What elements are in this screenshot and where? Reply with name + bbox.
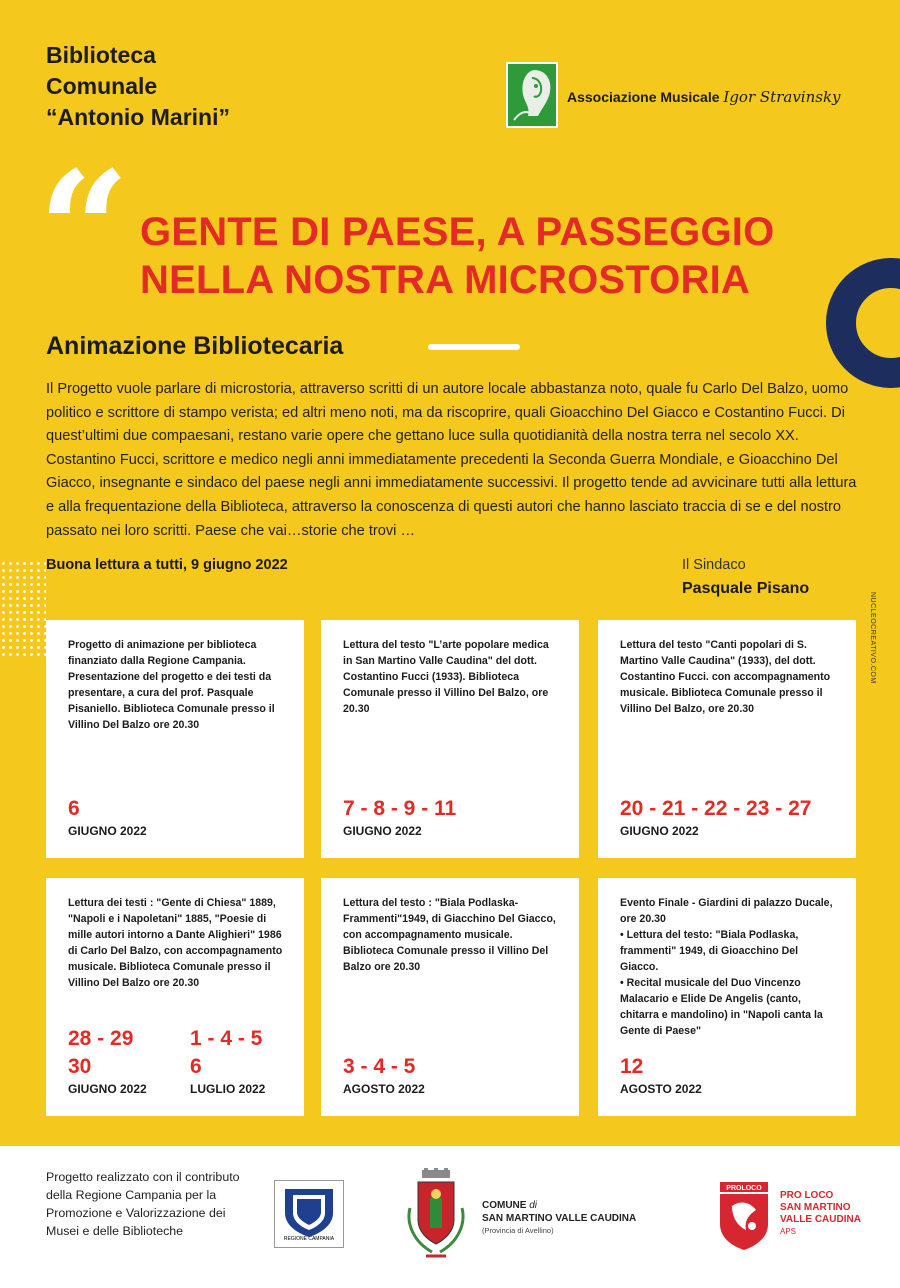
decorative-arc bbox=[826, 258, 900, 388]
project-description: Il Progetto vuole parlare di microstoria, attraverso scritti di un autore locale abbastanza noto, quale fu Carlo Del Balzo, uomo politico e scrittore di stampo verista; ed altri meno noti, ma da riscoprire, quali Gioacchino Del Giacco e Costantino Fucci. Di quest’ultimi due compaesani, restano varie opere che gettano luce sulla quotidianità della nostra terra nel secolo XX. Costantino Fucci, scrittore e medico negli anni immediatamente precedenti la Seconda Guerra Mondiale, e Gioacchino Del Giacco, insegnante e sindaco del paese negli anni immediatamente successivi. Il progetto tende ad avvicinare tutti alla lettura e alla frequentazione della Biblioteca, attraverso la conoscenza di questi autori che hanno lasciato traccia di se e del nostro passato nei loro scritti. Paese che vai…storie che trovi … bbox=[46, 381, 857, 539]
comune-di: di bbox=[529, 1200, 538, 1211]
comune-label: COMUNE bbox=[482, 1200, 527, 1211]
funding-credit: Progetto realizzato con il contributo della Regione Campania per la Promozione e Valorizzazione dei Musei e delle Biblioteche bbox=[46, 1170, 240, 1238]
event-card bbox=[46, 878, 304, 1116]
event-description: Lettura del testo : "Biala Podlaska-Frammenti"1949, di Giacchino Del Giacco, con accompagnamento musicale. Biblioteca Comunale presso il Villino Del Balzo ore 20.30 bbox=[343, 897, 556, 973]
event-month: AGOSTO 2022 bbox=[620, 1082, 702, 1096]
event-month: AGOSTO 2022 bbox=[343, 1082, 425, 1096]
event-date: 7 - 8 - 9 - 11 bbox=[343, 797, 457, 820]
greeting: Buona lettura a tutti, 9 giugno 2022 bbox=[46, 557, 288, 573]
event-date-june-line-2: 30 bbox=[68, 1055, 92, 1078]
event-card bbox=[321, 878, 579, 1116]
mayor-name: Pasquale Pisano bbox=[682, 580, 810, 597]
event-description-line: • Lettura del testo: "Biala Podlaska, frammenti" 1949, di Gioacchino Del Giacco. bbox=[620, 929, 799, 973]
association-logo-icon bbox=[506, 62, 558, 128]
quote-mark-icon: “ bbox=[38, 136, 131, 324]
event-month-june: GIUGNO 2022 bbox=[68, 1082, 147, 1096]
event-date: 20 - 21 - 22 - 23 - 27 bbox=[620, 797, 812, 820]
event-date: 3 - 4 - 5 bbox=[343, 1055, 416, 1078]
association-name-bold: Associazione Musicale bbox=[567, 89, 720, 105]
comune-province: (Provincia di Avellino) bbox=[482, 1226, 554, 1235]
proloco-name bbox=[780, 1190, 861, 1238]
designer-credit: NUCLEOCREATIVO.COM bbox=[869, 592, 876, 684]
decorative-dots bbox=[0, 560, 46, 660]
event-date-june-line-1: 28 - 29 bbox=[68, 1027, 134, 1050]
proloco-name-line-3: VALLE CAUDINA bbox=[780, 1214, 861, 1225]
poster-title-line-1: GENTE DI PAESE, A PASSEGGIO bbox=[140, 210, 775, 254]
event-month: GIUGNO 2022 bbox=[620, 824, 699, 838]
poster-title bbox=[140, 208, 774, 304]
region-campania-label: REGIONE CAMPANIA bbox=[283, 1236, 335, 1242]
event-card bbox=[598, 620, 856, 858]
event-date-july-line-2: 6 bbox=[190, 1055, 202, 1078]
event-card bbox=[46, 620, 304, 858]
proloco-logo-icon bbox=[716, 1180, 772, 1252]
event-description bbox=[620, 895, 836, 1039]
poster-title-line-2: NELLA NOSTRA MICROSTORIA bbox=[140, 258, 750, 302]
proloco-name-line-2: SAN MARTINO bbox=[780, 1202, 851, 1213]
event-card bbox=[598, 878, 856, 1116]
event-date-july-line-1: 1 - 4 - 5 bbox=[190, 1027, 263, 1050]
comune-name bbox=[482, 1199, 636, 1225]
event-description: Lettura dei testi : "Gente di Chiesa" 1889, "Napoli e i Napoletani" 1885, "Poesie di mille autori intorno a Dante Alighieri" 1986 di Carlo Del Balzo, con accompagnamento musicale. Biblioteca Comunale presso il Villino Del Balzo ore 20.30 bbox=[68, 897, 283, 989]
section-title: Animazione Bibliotecaria bbox=[46, 332, 344, 360]
event-card bbox=[321, 620, 579, 858]
event-date: 6 bbox=[68, 797, 80, 820]
event-description: Progetto di animazione per biblioteca finanziato dalla Regione Campania. Presentazione del progetto e dei testi da presentare, a cura del prof. Pasquale Pisaniello. Biblioteca Comunale presso il Villino Del Balzo ore 20.30 bbox=[68, 639, 275, 731]
comune-town: SAN MARTINO VALLE CAUDINA bbox=[482, 1213, 637, 1224]
mayor-role: Il Sindaco bbox=[682, 557, 746, 573]
association-name-script: Igor Stravinsky bbox=[723, 88, 841, 106]
event-date: 12 bbox=[620, 1055, 644, 1078]
association-name bbox=[567, 88, 841, 106]
library-name bbox=[46, 40, 230, 133]
proloco-badge-text: PROLOCO bbox=[726, 1185, 762, 1192]
library-name-line-3: “Antonio Marini” bbox=[46, 104, 230, 130]
event-description-line: Evento Finale - Giardini di palazzo Ducale, ore 20.30 bbox=[620, 897, 833, 925]
event-month: GIUGNO 2022 bbox=[343, 824, 422, 838]
event-month-july: LUGLIO 2022 bbox=[190, 1082, 266, 1096]
event-description: Lettura del testo "L’arte popolare medica in San Martino Valle Caudina" del dott. Costantino Fucci (1933). Biblioteca Comunale presso il Villino Del Balzo, ore 20.30 bbox=[343, 639, 549, 715]
event-month: GIUGNO 2022 bbox=[68, 824, 147, 838]
library-name-line-2: Comunale bbox=[46, 73, 158, 99]
proloco-name-line-1: PRO LOCO bbox=[780, 1190, 834, 1201]
section-underline bbox=[428, 344, 520, 350]
library-name-line-1: Biblioteca bbox=[46, 42, 156, 68]
event-description-line: • Recital musicale del Duo Vincenzo Malacario e Elide De Angelis (canto, chitarra e mandolino) in "Napoli canta la Gente di Paese" bbox=[620, 977, 823, 1037]
proloco-aps: APS bbox=[780, 1227, 797, 1236]
event-description: Lettura del testo "Canti popolari di S. Martino Valle Caudina" (1933), del dott. Costantino Fucci. con accompagnamento musicale. Biblioteca Comunale presso il Villino Del Balzo, ore 20.30 bbox=[620, 639, 831, 715]
comune-crest-icon bbox=[404, 1168, 468, 1264]
